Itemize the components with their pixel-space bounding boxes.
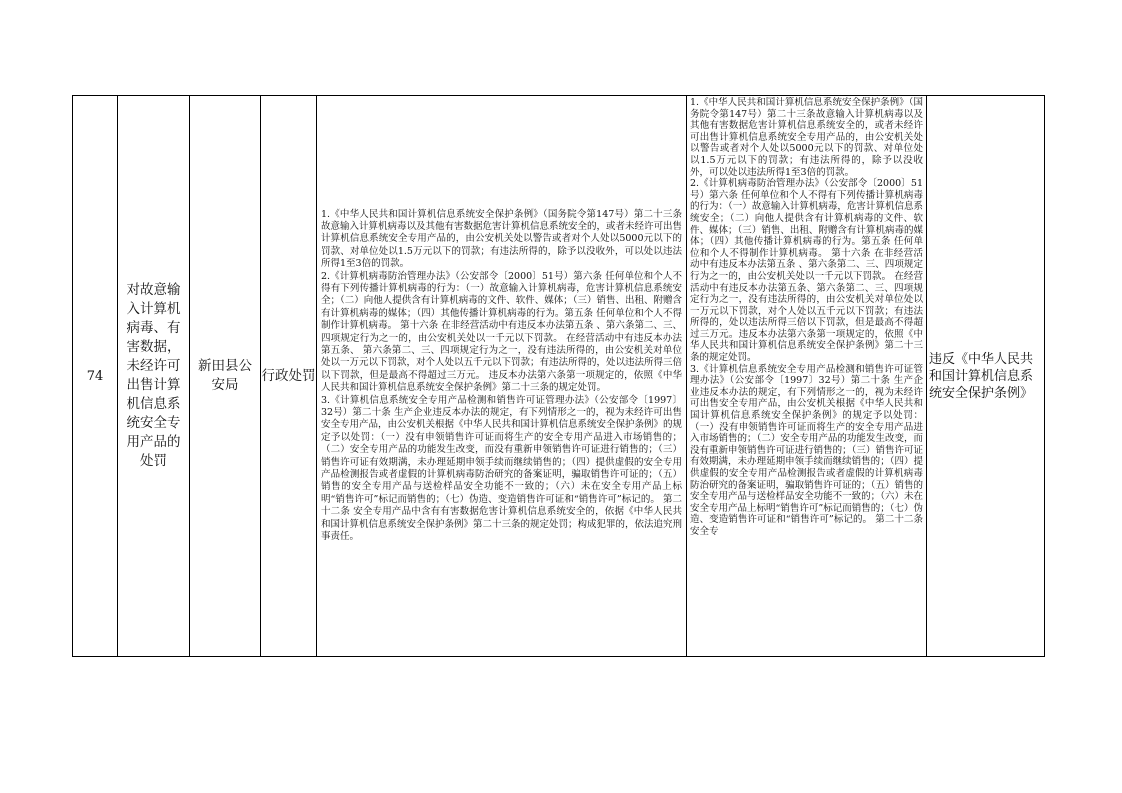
row-number: 74 (73, 96, 118, 657)
action-type: 行政处罚 (261, 96, 317, 657)
power-list-table (72, 95, 1045, 657)
department: 新田县公安局 (190, 96, 261, 657)
legal-basis (317, 96, 687, 657)
legal-basis-paragraph: 2.《计算机病毒防治管理办法》（公安部令〔2000〕51号）第六条 任何单位和个人不得有下列传播计算机病毒的行为：（一）故意输入计算机病毒，危害计算机信息系统安全；（二）向他人提供含有计算机病毒的文件、软件、媒体；（三）销售、出租、附赠含有计算机病毒的媒体；（四）其他传播计算机病毒的行为。第五条 任何单位和个人不得制作计算机病毒。 第十六条 在非经营活动中有违反本办法第五条 、第六条第二、三、四项规定行为之一的，由公安机关处以一千元以下罚款。 在经营活动中有违反本办法第五条、 第六条第二、三、四项规定行为之一，没有违法所得的，由公安机关对单位处以一万元以下罚款，对个人处以五千元以下罚款；有违法所得的，处以违法所得三倍以下罚款，但是最高不得超过三万元。 违反本办法第六条第一项规定的，依照《中华人民共和国计算机信息系统安全保护条例》第二十三条的规定处罚。 (321, 270, 683, 394)
legal-basis-paragraph: 1.《中华人民共和国计算机信息系统安全保护条例》（国务院令第147号）第二十三条故意输入计算机病毒以及其他有害数据危害计算机信息系统安全的，或者未经许可出售计算机信息系统安全专用产品的，由公安机关处以警告或者对个人处以5000元以下的罚款、对单位处以1.5万元以下的罚款；有违法所得的，除予以没收外，可以处以违法所得1至3倍的罚款。 (321, 208, 683, 270)
legal-basis-detail-paragraph: 1.《中华人民共和国计算机信息系统安全保护条例》（国务院令第147号）第二十三条故意输入计算机病毒以及其他有害数据危害计算机信息系统安全的，或者未经许可出售计算机信息系统安全专用产品的，由公安机关处以警告或者对个人处以5000元以下的罚款、对单位处以1.5万元以下的罚款；有违法所得的，除予以没收外，可以处以违法所得1至3倍的罚款。 (690, 97, 923, 178)
item-name: 对故意输入计算机病毒、有害数据，未经许可出售计算机信息系统安全专用产品的处罚 (118, 96, 190, 657)
violation-reason: 违反《中华人民共和国计算机信息系统安全保护条例》 (927, 96, 1045, 657)
legal-basis-detail-paragraph: 2.《计算机病毒防治管理办法》（公安部令〔2000〕51号）第六条 任何单位和个人不得有下列传播计算机病毒的行为：（一）故意输入计算机病毒，危害计算机信息系统安全；（二）向他人提供含有计算机病毒的文件、软件、媒体；（三）销售、出租、附赠含有计算机病毒的媒体；（四）其他传播计算机病毒的行为。第五条 任何单位和个人不得制作计算机病毒。 第十六条 在非经营活动中有违反本办法第五条 、第六条第二、三、四项规定行为之一的，由公安机关处以一千元以下罚款。 在经营活动中有违反本办法第五条、第六条第二、三、四项规定行为之一，没有违法所得的，由公安机关对单位处以一万元以下罚款，对个人处以五千元以下罚款；有违法所得的，处以违法所得三倍以下罚款，但是最高不得超过三万元。违反本办法第六条第一项规定的，依照《中华人民共和国计算机信息系统安全保护条例》第二十三条的规定处罚。 (690, 178, 923, 364)
table-row (73, 96, 1045, 657)
legal-basis-detail (687, 96, 927, 657)
legal-basis-detail-paragraph: 3.《计算机信息系统安全专用产品检测和销售许可证管理办法》（公安部令〔1997〕32号）第二十条 生产企业违反本办法的规定，有下列情形之一的，视为未经许可出售安全专用产品，由公安机关根据《中华人民共和国计算机信息系统安全保护条例》的规定予以处罚：（一）没有申领销售许可证而将生产的安全专用产品进入市场销售的；（二）安全专用产品的功能发生改变，而没有重新申领销售许可证进行销售的；（三）销售许可证有效期满，未办理延期申领手续而继续销售的；（四）提供虚假的安全专用产品检测报告或者虚假的计算机病毒防治研究的备案证明，骗取销售许可证的；（五）销售的安全专用产品与送检样品安全功能不一致的；（六）未在安全专用产品上标明“销售许可”标记而销售的；（七）伪造、变造销售许可证和“销售许可”标记的。 第二十二条 安全专 (690, 363, 923, 537)
legal-basis-paragraph: 3.《计算机信息系统安全专用产品检测和销售许可证管理办法》（公安部令〔1997〕32号）第二十条 生产企业违反本办法的规定，有下列情形之一的，视为未经许可出售安全专用产品，由公安机关根据《中华人民共和国计算机信息系统安全保护条例》的规定予以处罚：（一）没有申领销售许可证而将生产的安全专用产品进入市场销售的；（二）安全专用产品的功能发生改变，而没有重新申领销售许可证进行销售的；（三）销售许可证有效期满，未办理延期申领手续而继续销售的；（四）提供虚假的安全专用产品检测报告或者虚假的计算机病毒防治研究的备案证明，骗取销售许可证的；（五）销售的安全专用产品与送检样品安全功能不一致的；（六）未在安全专用产品上标明“销售许可”标记而销售的；（七）伪造、变造销售许可证和“销售许可”标记的。 第二十二条 安全专用产品中含有有害数据危害计算机信息系统安全的，依据《中华人民共和国计算机信息系统安全保护条例》第二十三条的规定处罚；构成犯罪的，依法追究刑事责任。 (321, 394, 683, 543)
